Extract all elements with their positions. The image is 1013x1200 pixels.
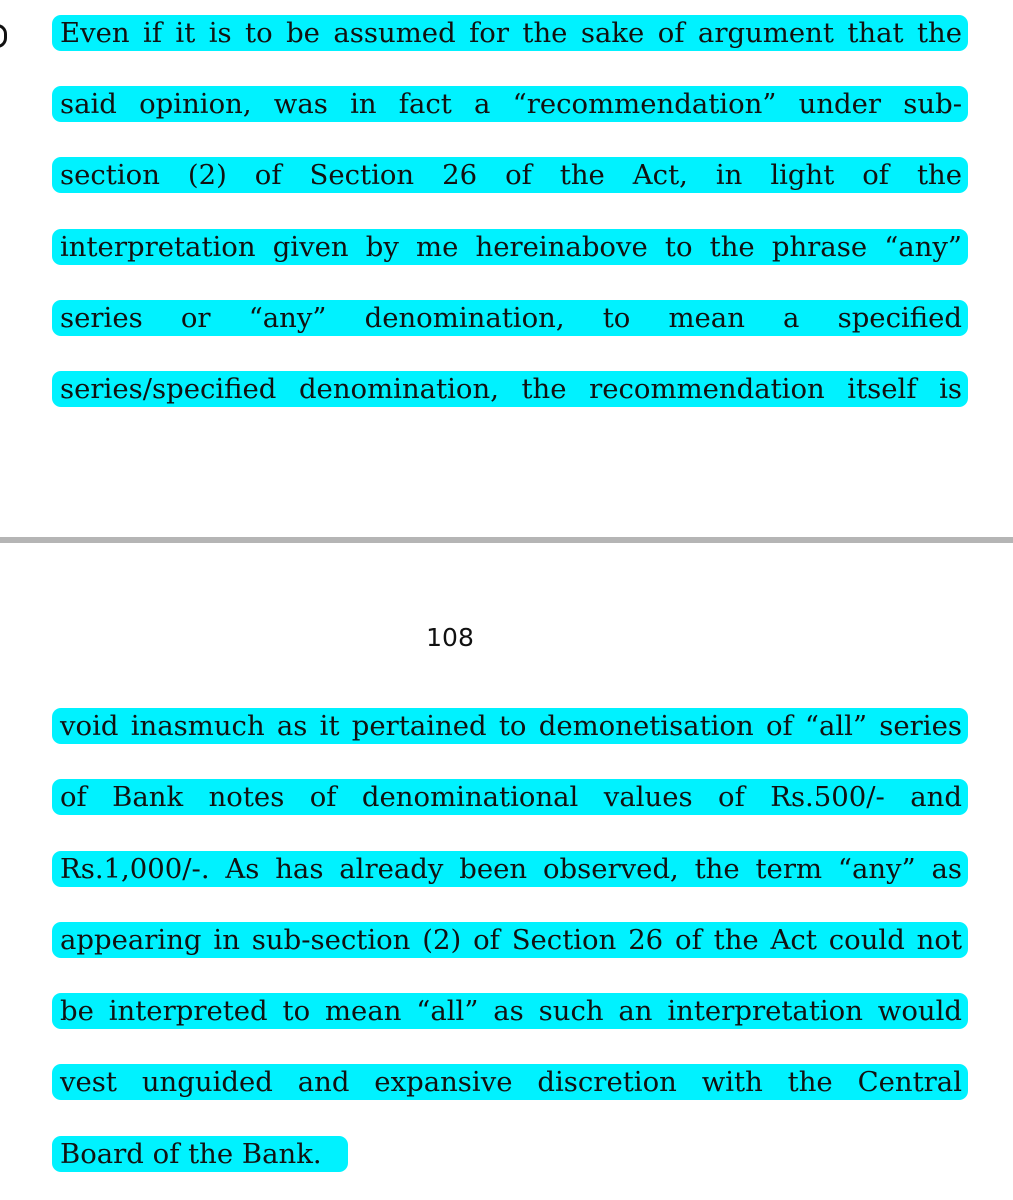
highlighted-text-line: appearing in sub-section (2) of Section 26 of the Act could not — [52, 922, 968, 958]
highlighted-text-line: Rs.1,000/-. As has already been observed, the term “any” as — [52, 851, 968, 887]
highlighted-text-line: void inasmuch as it pertained to demonetisation of “all” series — [52, 708, 968, 744]
highlighted-text-line: be interpreted to mean “all” as such an interpretation would — [52, 993, 968, 1029]
highlighted-text-line: vest unguided and expansive discretion with the Central — [52, 1064, 968, 1100]
page-number: 108 — [426, 623, 474, 652]
highlighted-text-line: said opinion, was in fact a “recommendation” under sub- — [52, 86, 968, 122]
highlighted-text-line: Even if it is to be assumed for the sake of argument that the — [52, 15, 968, 51]
page-divider — [0, 537, 1013, 543]
highlighted-text-line: series or “any” denomination, to mean a specified — [52, 300, 968, 336]
margin-bracket-mark — [0, 24, 7, 48]
highlighted-text-line: section (2) of Section 26 of the Act, in light of the — [52, 157, 968, 193]
highlighted-text-line: interpretation given by me hereinabove to the phrase “any” — [52, 229, 968, 265]
highlighted-text-line: of Bank notes of denominational values of Rs.500/- and — [52, 779, 968, 815]
highlighted-text-line: series/specified denomination, the recommendation itself is — [52, 371, 968, 407]
highlighted-text-line: Board of the Bank. — [52, 1136, 348, 1172]
